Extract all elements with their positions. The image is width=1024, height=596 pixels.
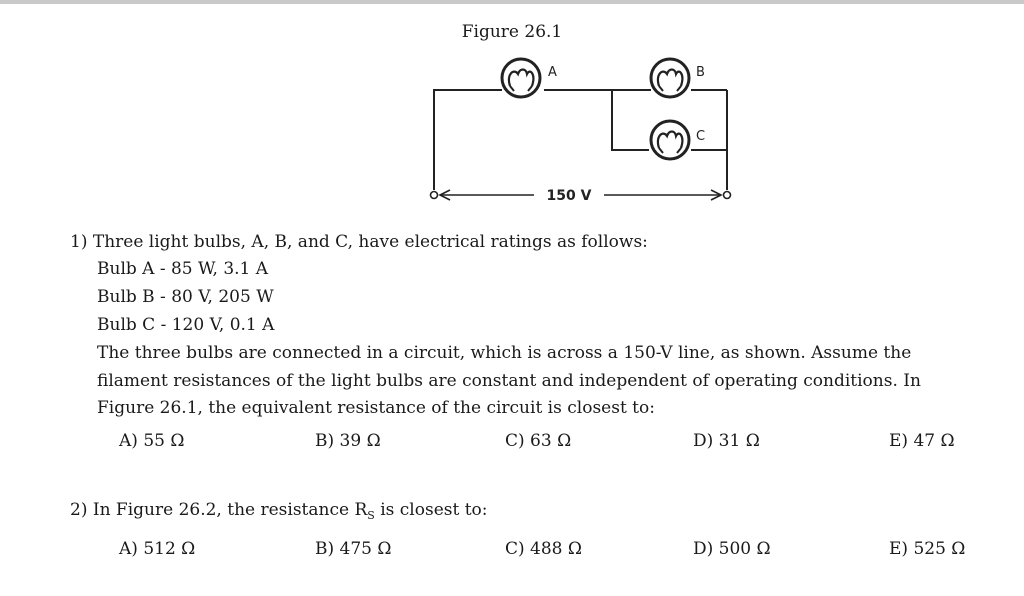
q2-choice-c: C) 488 Ω <box>505 539 582 559</box>
bulb-a-icon <box>502 59 540 97</box>
q1-stem: Three light bulbs, A, B, and C, have electrical ratings as follows: <box>92 232 648 252</box>
bulb-a-label: A <box>548 65 557 80</box>
q2-subscript: S <box>367 509 375 522</box>
q2-choice-b: B) 475 Ω <box>315 539 392 559</box>
voltage-label: 150 V <box>546 188 592 204</box>
q2-stem-before: In Figure 26.2, the resistance R <box>92 500 368 520</box>
q1-choice-e: E) 47 Ω <box>889 431 955 451</box>
bulb-c-icon <box>651 121 689 159</box>
figure-title: Figure 26.1 <box>461 22 563 42</box>
q1-choice-c: C) 63 Ω <box>505 431 572 451</box>
terminal-left <box>431 192 438 199</box>
q1-body-line-3: Figure 26.1, the equivalent resistance of the circuit is closest to: <box>97 398 655 418</box>
q2-stem-after: is closest to: <box>374 500 488 520</box>
q1-rating-b: Bulb B - 80 V, 205 W <box>97 287 274 307</box>
bulb-c-label: C <box>696 129 706 144</box>
bulb-b-label: B <box>696 65 705 80</box>
wire-c-branch-left <box>612 90 649 150</box>
q1-rating-a: Bulb A - 85 W, 3.1 A <box>97 259 269 279</box>
q2-choice-a: A) 512 Ω <box>119 539 196 559</box>
wire-left <box>434 90 502 190</box>
circuit-diagram <box>0 0 1024 240</box>
terminal-right <box>724 192 731 199</box>
q1-choice-a: A) 55 Ω <box>119 431 185 451</box>
q1-choice-d: D) 31 Ω <box>693 431 760 451</box>
q1-body-line-2: filament resistances of the light bulbs are constant and independent of operating conditions. In <box>97 371 921 391</box>
q2-choice-d: D) 500 Ω <box>693 539 771 559</box>
q2-choice-e: E) 525 Ω <box>889 539 966 559</box>
q1-choice-b: B) 39 Ω <box>315 431 381 451</box>
q1-number: 1) <box>70 232 88 252</box>
q2-number: 2) <box>70 500 88 520</box>
q2-stem-line <box>70 498 488 528</box>
q1-body-line-1: The three bulbs are connected in a circuit, which is across a 150-V line, as shown. Assume the <box>97 343 912 363</box>
bulb-b-icon <box>651 59 689 97</box>
q1-rating-c: Bulb C - 120 V, 0.1 A <box>97 315 275 335</box>
q1-stem-line <box>70 230 648 254</box>
